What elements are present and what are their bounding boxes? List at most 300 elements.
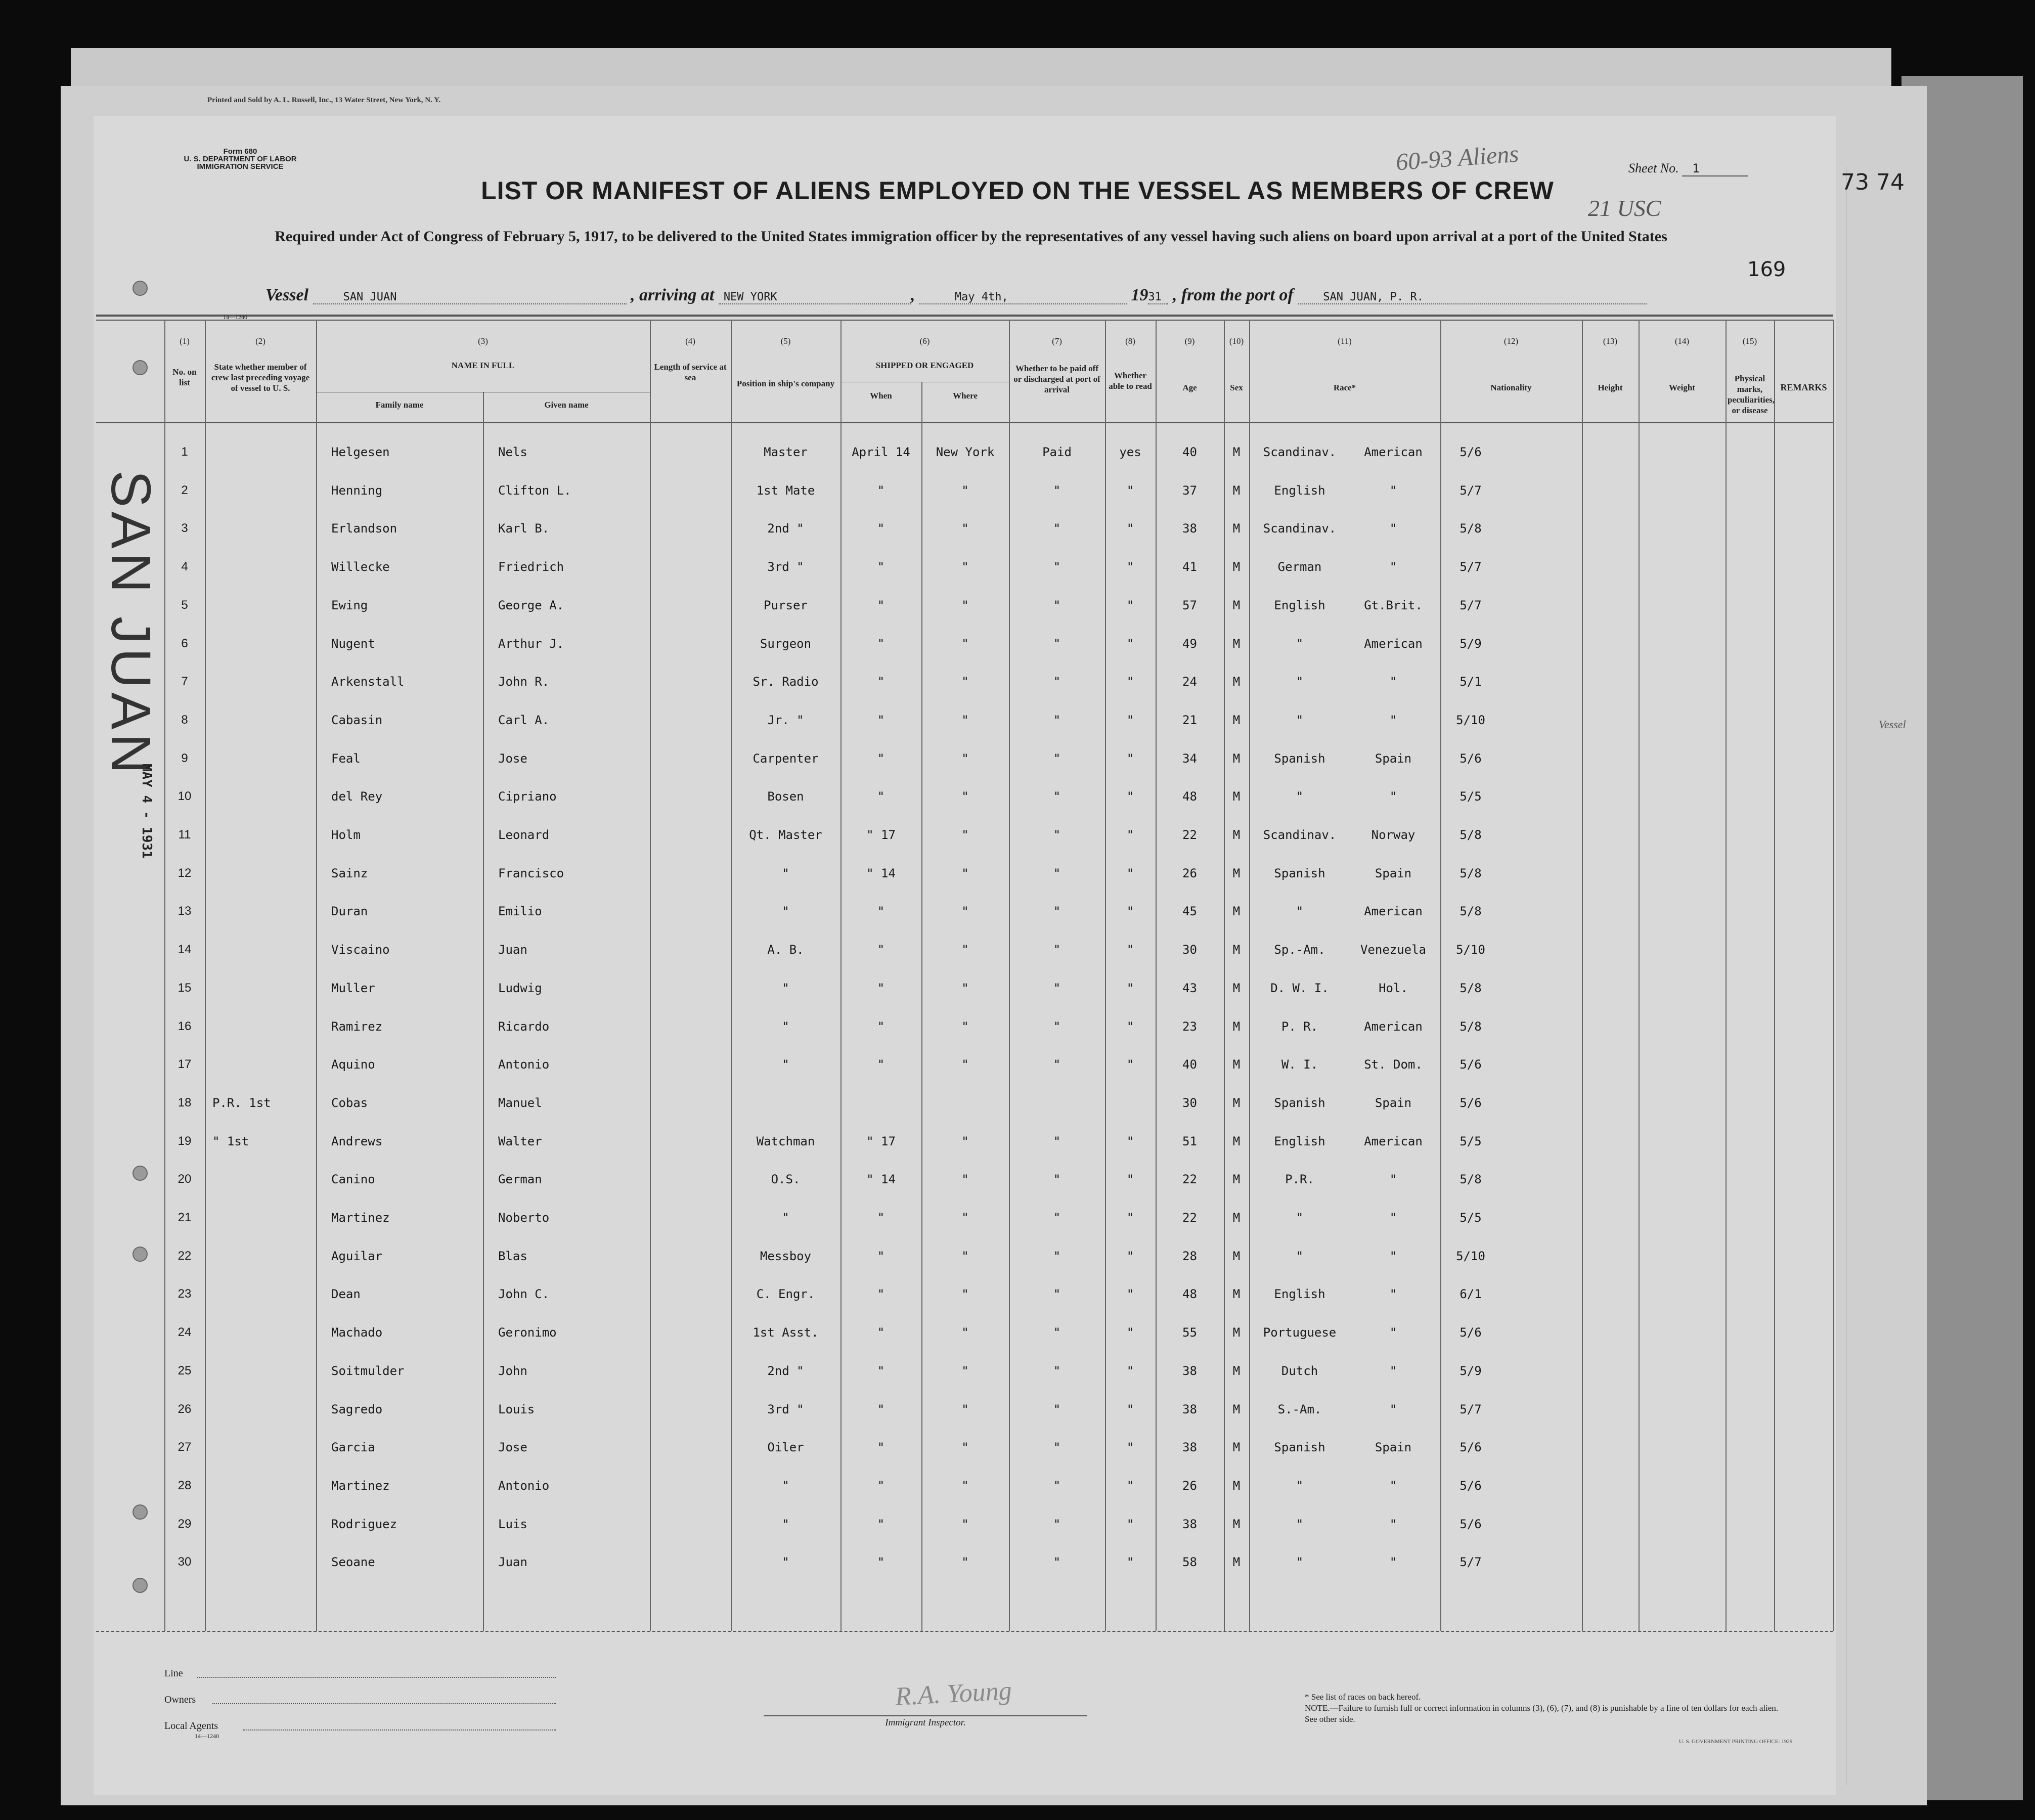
cell-when: " <box>877 1249 885 1263</box>
column-header: NAME IN FULL <box>451 361 515 370</box>
cell-read: " <box>1126 636 1134 651</box>
cell-race: German <box>1277 560 1322 574</box>
cell-nationality: Spain <box>1375 866 1412 880</box>
cell-when: " <box>877 981 885 995</box>
cell-age: 40 <box>1182 1057 1197 1072</box>
cell-given: Nels <box>498 445 527 459</box>
arrival-date: May 4th, <box>919 291 1127 304</box>
cell-position: " <box>782 1211 789 1225</box>
column-number: (13) <box>1603 336 1618 346</box>
cell-when: " <box>877 483 885 498</box>
cell-where: " <box>961 789 969 804</box>
cell-height: 5/9 <box>1459 1363 1482 1378</box>
cell-sex: M <box>1232 943 1241 957</box>
agents-code: 14—1240 <box>195 1733 219 1740</box>
cell-sex: M <box>1232 1402 1241 1416</box>
cell-position: 2nd " <box>767 1363 804 1378</box>
cell-no: 11 <box>178 828 191 841</box>
cell-where: " <box>961 1287 969 1302</box>
cell-where: " <box>961 1172 969 1187</box>
cell-family: Sainz <box>331 866 368 880</box>
cell-no: 24 <box>178 1325 192 1340</box>
cell-no: 10 <box>178 789 192 804</box>
cell-nationality: " <box>1389 789 1397 804</box>
cell-height: 5/6 <box>1459 1517 1482 1531</box>
cell-age: 55 <box>1182 1325 1197 1340</box>
cell-read: " <box>1126 751 1134 766</box>
cell-family: Canino <box>331 1172 375 1187</box>
cell-read: " <box>1126 1172 1134 1187</box>
cell-read: " <box>1126 1134 1134 1148</box>
column-header: Race* <box>1333 383 1356 392</box>
cell-age: 43 <box>1182 981 1197 995</box>
cell-race: " <box>1296 1211 1304 1225</box>
cell-given: Clifton L. <box>498 483 571 498</box>
cell-position: " <box>782 981 789 995</box>
cell-family: Henning <box>331 483 383 498</box>
cell-paid: " <box>1053 675 1061 689</box>
cell-paid: " <box>1053 713 1061 727</box>
cell-given: Friedrich <box>498 560 564 574</box>
cell-height: 5/5 <box>1459 789 1482 804</box>
cell-race: D. W. I. <box>1270 981 1329 995</box>
cell-nationality: " <box>1389 483 1397 498</box>
column-number: (12) <box>1503 336 1519 346</box>
cell-family: Ramirez <box>331 1019 383 1034</box>
cell-sex: M <box>1232 866 1241 880</box>
cell-read: " <box>1126 1440 1134 1455</box>
cell-age: 30 <box>1182 943 1197 957</box>
cell-when: " <box>877 1555 885 1570</box>
column-number: (3) <box>478 336 488 346</box>
cell-read: " <box>1126 904 1134 919</box>
cell-nationality: " <box>1389 1325 1397 1340</box>
cell-age: 51 <box>1182 1134 1197 1148</box>
cell-race: Sp.-Am. <box>1274 943 1325 957</box>
cell-paid: Paid <box>1042 445 1072 459</box>
cell-family: Aguilar <box>331 1249 383 1263</box>
cell-when: " <box>877 675 885 689</box>
cell-given: Arthur J. <box>498 636 564 651</box>
cell-paid: " <box>1053 1134 1061 1148</box>
cell-family: Rodriguez <box>331 1517 397 1531</box>
cell-family: Muller <box>331 981 375 995</box>
cell-where: " <box>961 1363 969 1378</box>
cell-paid: " <box>1053 1211 1061 1225</box>
cell-age: 26 <box>1182 1478 1197 1493</box>
cell-race: P.R. <box>1285 1172 1314 1187</box>
cell-race: Spanish <box>1274 1095 1325 1110</box>
footnote-races: * See list of races on back hereof. <box>1305 1692 1421 1702</box>
cell-given: Blas <box>498 1249 527 1263</box>
cell-paid: " <box>1053 1555 1061 1570</box>
column-header: Weight <box>1669 383 1695 392</box>
cell-nationality: " <box>1389 675 1397 689</box>
cell-where: " <box>961 1402 969 1416</box>
cell-family: Dean <box>331 1287 361 1302</box>
cell-race: " <box>1296 904 1304 919</box>
cell-sex: M <box>1232 1287 1241 1302</box>
cell-height: 5/8 <box>1459 1172 1482 1187</box>
cell-nationality: Gt.Brit. <box>1364 598 1423 612</box>
cell-no: 16 <box>178 1019 192 1033</box>
cell-age: 23 <box>1182 1019 1197 1034</box>
cell-race: " <box>1296 1517 1304 1531</box>
cell-where: " <box>961 1555 969 1570</box>
cell-sex: M <box>1232 981 1241 995</box>
inspector-signature: R.A. Young <box>894 1676 1013 1711</box>
cell-position: Messboy <box>760 1249 812 1263</box>
cell-given: John <box>498 1363 527 1378</box>
cell-sex: M <box>1232 1057 1241 1072</box>
sheet-value: 1 <box>1682 161 1748 176</box>
cell-nationality: " <box>1389 1555 1397 1570</box>
cell-age: 21 <box>1182 713 1197 727</box>
cell-age: 48 <box>1182 1287 1197 1302</box>
adjacent-page-number: 74 <box>1876 169 1905 195</box>
cell-family: Holm <box>331 828 361 842</box>
cell-position: Carpenter <box>753 751 819 766</box>
agents-label: Local Agents <box>164 1720 218 1732</box>
column-header: SHIPPED OR ENGAGED <box>875 361 974 370</box>
cell-when: " <box>877 1440 885 1455</box>
cell-when: " <box>877 1402 885 1416</box>
arriving-port: NEW YORK <box>719 291 911 304</box>
cell-position: A. B. <box>767 943 804 957</box>
cell-where: " <box>961 1057 969 1072</box>
cell-family: Helgesen <box>331 445 390 459</box>
cell-where: " <box>961 1440 969 1455</box>
cell-when: " <box>877 789 885 804</box>
year-suffix: 31 <box>1148 291 1168 304</box>
cell-position: 1st Asst. <box>753 1325 819 1340</box>
cell-where: " <box>961 598 969 612</box>
cell-position: 3rd " <box>767 560 804 574</box>
cell-race: Portuguese <box>1263 1325 1337 1340</box>
cell-when: " 17 <box>866 828 896 842</box>
cell-read: " <box>1126 1517 1134 1531</box>
cell-given: John R. <box>498 675 550 689</box>
from-label: , from the port of <box>1172 286 1294 304</box>
cell-read: " <box>1126 943 1134 957</box>
cell-no: 21 <box>178 1211 192 1224</box>
cell-read: " <box>1126 1402 1134 1416</box>
cell-family: Ewing <box>331 598 368 612</box>
cell-when: " <box>877 1057 885 1072</box>
cell-when: April 14 <box>852 445 910 459</box>
cell-position: " <box>782 866 789 880</box>
cell-no: 15 <box>178 981 192 995</box>
cell-nationality: " <box>1389 560 1397 574</box>
adjacent-page-word: Vessel <box>1879 718 1906 731</box>
cell-age: 38 <box>1182 1402 1197 1416</box>
cell-given: Ludwig <box>498 981 542 995</box>
cell-family: Martinez <box>331 1478 390 1493</box>
cell-age: 48 <box>1182 789 1197 804</box>
cell-position: " <box>782 904 789 919</box>
cell-when: " <box>877 904 885 919</box>
cell-when: " <box>877 713 885 727</box>
cell-sex: M <box>1232 675 1241 689</box>
cell-height: 5/9 <box>1459 636 1482 651</box>
cell-nationality: Spain <box>1375 751 1412 766</box>
vessel-name: SAN JUAN <box>313 291 627 304</box>
column-number: (7) <box>1052 336 1062 346</box>
cell-race: Scandinav. <box>1263 445 1337 459</box>
cell-no: 6 <box>181 636 188 650</box>
vessel-name-stamp: SAN JUAN <box>100 470 162 778</box>
cell-sex: M <box>1232 828 1241 842</box>
document-title: LIST OR MANIFEST OF ALIENS EMPLOYED ON THE VESSEL AS MEMBERS OF CREW <box>481 176 1554 205</box>
cell-sex: M <box>1232 1517 1241 1531</box>
cell-paid: " <box>1053 1325 1061 1340</box>
cell-height: 5/7 <box>1459 483 1482 498</box>
cell-nationality: " <box>1389 521 1397 536</box>
cell-race: Spanish <box>1274 1440 1325 1455</box>
cell-paid: " <box>1053 1019 1061 1034</box>
cell-where: " <box>961 1211 969 1225</box>
cell-given: Manuel <box>498 1095 542 1110</box>
cell-height: 5/6 <box>1459 1095 1482 1110</box>
cell-age: 40 <box>1182 445 1197 459</box>
cell-nationality: " <box>1389 1478 1397 1493</box>
column-number: (6) <box>919 336 930 346</box>
cell-position: 2nd " <box>767 521 804 536</box>
cell-where: " <box>961 1517 969 1531</box>
table-bottom-rule <box>96 1631 1833 1632</box>
cell-read: " <box>1126 598 1134 612</box>
cell-height: 5/7 <box>1459 560 1482 574</box>
cell-race: Dutch <box>1281 1363 1318 1378</box>
cell-given: George A. <box>498 598 564 612</box>
cell-nationality: " <box>1389 1402 1397 1416</box>
cell-where: " <box>961 713 969 727</box>
cell-position: Purser <box>764 598 808 612</box>
cell-paid: " <box>1053 1287 1061 1302</box>
cell-height: 5/6 <box>1459 1478 1482 1493</box>
sheet-number <box>1628 161 1748 176</box>
cell-where: " <box>961 751 969 766</box>
column-header: Sex <box>1230 383 1243 392</box>
column-number: (2) <box>255 336 266 346</box>
cell-sex: M <box>1232 445 1241 459</box>
cell-nationality: American <box>1364 1134 1423 1148</box>
cell-given: Karl B. <box>498 521 550 536</box>
cell-where: " <box>961 943 969 957</box>
cell-no: 12 <box>178 866 192 880</box>
cell-no: 7 <box>181 675 188 689</box>
cell-paid: " <box>1053 751 1061 766</box>
cell-paid: " <box>1053 1249 1061 1263</box>
cell-where: " <box>961 521 969 536</box>
column-number: (8) <box>1125 336 1135 346</box>
form-service: IMMIGRATION SERVICE <box>197 162 284 171</box>
cell-height: 5/6 <box>1459 1440 1482 1455</box>
form-block <box>167 148 314 170</box>
column-header: Whether able to read <box>1109 371 1152 391</box>
column-header: Age <box>1182 383 1197 392</box>
cell-given: Juan <box>498 1555 527 1570</box>
cell-family: Arkenstall <box>331 675 405 689</box>
cell-age: 38 <box>1182 521 1197 536</box>
cell-family: Cabasin <box>331 713 383 727</box>
cell-when: " <box>877 1211 885 1225</box>
cell-paid: " <box>1053 598 1061 612</box>
column-header: Nationality <box>1490 383 1532 392</box>
footnote <box>1305 1692 1790 1725</box>
cell-no: 5 <box>181 598 188 612</box>
cell-family: Feal <box>331 751 361 766</box>
binding-hole <box>132 281 148 296</box>
cell-position: 3rd " <box>767 1402 804 1416</box>
column-header: Physical marks, peculiarities, or disease <box>1728 374 1775 415</box>
cell-family: Aquino <box>331 1057 375 1072</box>
cell-given: Antonio <box>498 1478 550 1493</box>
cell-family: Nugent <box>331 636 375 651</box>
column-number: (15) <box>1742 336 1757 346</box>
cell-no: 17 <box>178 1057 192 1072</box>
vessel-line: Vessel SAN JUAN , arriving at NEW YORK , May 4th, 1931 , from the port of SAN JUAN, P. R. <box>266 286 1647 305</box>
form-department: U. S. DEPARTMENT OF LABOR <box>184 155 297 163</box>
handwritten-note: 60-93 Aliens <box>1395 140 1520 176</box>
cell-when: " 17 <box>866 1134 896 1148</box>
cell-sex: M <box>1232 598 1241 612</box>
cell-nationality: " <box>1389 713 1397 727</box>
cell-read: " <box>1126 1363 1134 1378</box>
column-header: Whether to be paid off or discharged at port of arrival <box>1013 364 1100 394</box>
cell-paid: " <box>1053 943 1061 957</box>
column-number: (1) <box>180 336 190 346</box>
cell-race: " <box>1296 1555 1304 1570</box>
cell-age: 22 <box>1182 1211 1197 1225</box>
cell-race: " <box>1296 713 1304 727</box>
cell-family: Sagredo <box>331 1402 383 1416</box>
cell-position: " <box>782 1019 789 1034</box>
cell-no: 18 <box>178 1095 192 1109</box>
cell-no: 20 <box>178 1172 192 1186</box>
agents-field <box>243 1729 556 1730</box>
cell-nationality: " <box>1389 1363 1397 1378</box>
cell-no: 30 <box>178 1555 192 1569</box>
cell-paid: " <box>1053 1478 1061 1493</box>
cell-age: 22 <box>1182 1172 1197 1187</box>
cell-given: Luis <box>498 1517 527 1531</box>
cell-given: Louis <box>498 1402 535 1416</box>
cell-sex: M <box>1232 1019 1241 1034</box>
column-header: State whether member of crew last preceding voyage of vessel to U. S. <box>211 362 310 393</box>
cell-no: 13 <box>178 904 192 918</box>
cell-given: Emilio <box>498 904 542 919</box>
column-header: Height <box>1598 383 1623 392</box>
cell-when: " 14 <box>866 866 896 880</box>
cell-given: John C. <box>498 1287 550 1302</box>
line-field <box>197 1677 556 1678</box>
cell-position: " <box>782 1517 789 1531</box>
cell-age: 57 <box>1182 598 1197 612</box>
date-stamp: MAY 4 - 1931 <box>139 764 154 859</box>
cell-race: Scandinav. <box>1263 521 1337 536</box>
cell-paid: " <box>1053 981 1061 995</box>
cell-read: " <box>1126 483 1134 498</box>
cell-paid: " <box>1053 904 1061 919</box>
cell-where: " <box>961 560 969 574</box>
cell-position: " <box>782 1057 789 1072</box>
column-number: (10) <box>1229 336 1244 346</box>
cell-race: Scandinav. <box>1263 828 1337 842</box>
cell-height: 5/8 <box>1459 1019 1482 1034</box>
cell-no: 14 <box>178 943 192 957</box>
page-number: 169 <box>1747 258 1786 281</box>
cell-position: Jr. " <box>767 713 804 727</box>
cell-position: Qt. Master <box>749 828 822 842</box>
cell-when: " <box>877 1019 885 1034</box>
owners-label: Owners <box>164 1694 196 1705</box>
cell-race: English <box>1274 483 1325 498</box>
owners-field <box>212 1703 556 1704</box>
cell-when: " <box>877 1517 885 1531</box>
vessel-label: Vessel <box>266 286 308 304</box>
cell-read: " <box>1126 981 1134 995</box>
cell-race: English <box>1274 598 1325 612</box>
adjacent-page-number: 73 <box>1841 169 1869 195</box>
cell-family: Duran <box>331 904 368 919</box>
cell-height: 5/10 <box>1456 943 1485 957</box>
cell-nationality: Spain <box>1375 1095 1412 1110</box>
cell-where: " <box>961 866 969 880</box>
cell-age: 38 <box>1182 1440 1197 1455</box>
cell-read: " <box>1126 1555 1134 1570</box>
cell-height: 5/6 <box>1459 1057 1482 1072</box>
cell-nationality: Hol. <box>1379 981 1408 995</box>
cell-paid: " <box>1053 483 1061 498</box>
cell-race: P. R. <box>1281 1019 1318 1034</box>
cell-when: " 14 <box>866 1172 896 1187</box>
cell-height: 5/6 <box>1459 1325 1482 1340</box>
cell-family: Cobas <box>331 1095 368 1110</box>
cell-sex: M <box>1232 1095 1241 1110</box>
cell-sex: M <box>1232 483 1241 498</box>
column-number: (11) <box>1338 336 1352 346</box>
cell-nationality: American <box>1364 445 1423 459</box>
cell-nationality: " <box>1389 1211 1397 1225</box>
cell-height: 5/8 <box>1459 828 1482 842</box>
cell-race: Spanish <box>1274 751 1325 766</box>
cell-where: " <box>961 828 969 842</box>
cell-no: 2 <box>181 483 188 497</box>
column-rule <box>1833 320 1834 1631</box>
cell-position: Bosen <box>767 789 804 804</box>
cell-paid: " <box>1053 636 1061 651</box>
cell-nationality: St. Dom. <box>1364 1057 1423 1072</box>
cell-given: Carl A. <box>498 713 550 727</box>
cell-sex: M <box>1232 636 1241 651</box>
cell-family: Martinez <box>331 1211 390 1225</box>
cell-nationality: American <box>1364 904 1423 919</box>
cell-family: Soitmulder <box>331 1363 405 1378</box>
cell-given: Leonard <box>498 828 550 842</box>
cell-where: " <box>961 1325 969 1340</box>
cell-no: 29 <box>178 1517 192 1531</box>
cell-position: O.S. <box>771 1172 801 1187</box>
cell-age: 45 <box>1182 904 1197 919</box>
cell-position: " <box>782 1555 789 1570</box>
cell-no: 9 <box>181 751 188 765</box>
cell-sex: M <box>1232 1211 1241 1225</box>
cell-read: " <box>1126 828 1134 842</box>
cell-race: " <box>1296 1249 1304 1263</box>
printing-office: U. S. GOVERNMENT PRINTING OFFICE: 1929 <box>1679 1739 1793 1745</box>
from-port: SAN JUAN, P. R. <box>1298 291 1647 304</box>
